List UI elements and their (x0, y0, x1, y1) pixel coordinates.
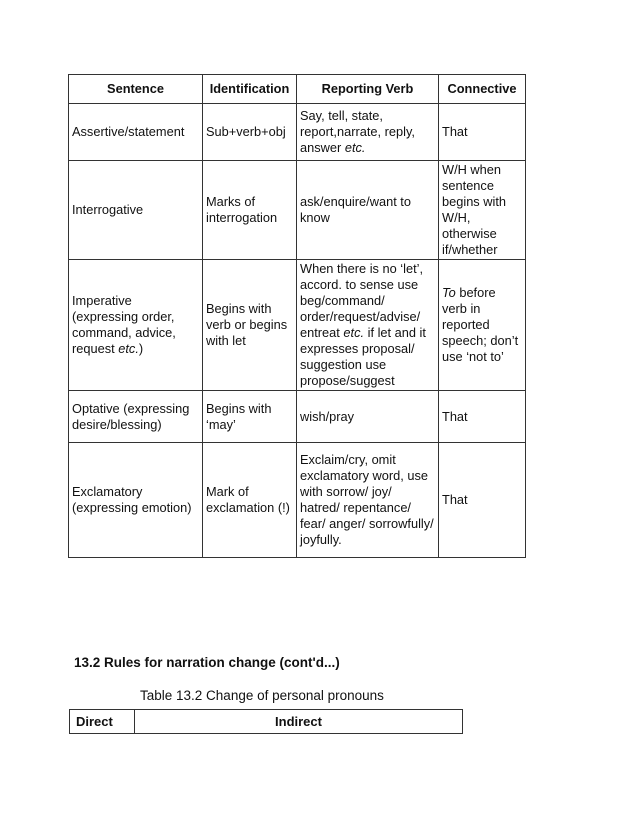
header-identification: Identification (203, 75, 297, 104)
cell-connective: That (439, 443, 526, 558)
cell-identification: Mark of exclamation (!) (203, 443, 297, 558)
header-indirect: Indirect (135, 710, 463, 734)
table-caption: Table 13.2 Change of personal pronouns (140, 688, 384, 703)
header-sentence: Sentence (69, 75, 203, 104)
cell-sentence: Optative (expressing desire/blessing) (69, 391, 203, 443)
table-row (69, 161, 526, 260)
cell-emphasis: etc. (343, 325, 365, 340)
cell-reporting-verb: Exclaim/cry, omit exclamatory word, use with sorrow/ joy/ hatred/ repentance/ fear/ anger/ sorrowfully/ joyfully. (297, 443, 439, 558)
section-heading: 13.2 Rules for narration change (cont'd...) (74, 655, 340, 670)
cell-text: When there is no ‘let’, accord. to sense use beg/command/ order/request/advise/ entreat (300, 261, 424, 340)
cell-sentence (69, 260, 203, 391)
cell-connective (439, 260, 526, 391)
pronoun-table (69, 709, 463, 734)
cell-reporting-verb (297, 260, 439, 391)
cell-connective: W/H when sentence begins with W/H, otherwise if/whether (439, 161, 526, 260)
cell-reporting-verb: ask/enquire/want to know (297, 161, 439, 260)
cell-sentence: Interrogative (69, 161, 203, 260)
cell-identification: Begins with verb or begins with let (203, 260, 297, 391)
cell-reporting-verb: wish/pray (297, 391, 439, 443)
cell-identification: Marks of interrogation (203, 161, 297, 260)
table-header-row (70, 710, 463, 734)
cell-text: ) (138, 341, 144, 356)
cell-reporting-verb (297, 104, 439, 161)
cell-sentence: Assertive/statement (69, 104, 203, 161)
header-reporting-verb: Reporting Verb (297, 75, 439, 104)
cell-identification: Begins with ‘may’ (203, 391, 297, 443)
cell-emphasis: etc. (344, 140, 366, 155)
table-row (69, 391, 526, 443)
cell-identification: Sub+verb+obj (203, 104, 297, 161)
cell-text: Say, tell, state, report,narrate, reply, answer (300, 108, 415, 155)
sentence-types-table (68, 74, 526, 558)
table-header-row (69, 75, 526, 104)
table-row (69, 443, 526, 558)
header-direct: Direct (70, 710, 135, 734)
cell-emphasis: etc. (118, 341, 139, 356)
table-row (69, 260, 526, 391)
header-connective: Connective (439, 75, 526, 104)
cell-text: before verb in reported speech; don’t use ‘not to’ (442, 285, 519, 364)
cell-connective: That (439, 104, 526, 161)
cell-text: if let and it expresses proposal/ suggestion use propose/suggest (300, 325, 426, 388)
cell-sentence: Exclamatory (expressing emotion) (69, 443, 203, 558)
cell-text: Imperative (expressing order, command, advice, request (72, 293, 176, 356)
table-row (69, 104, 526, 161)
cell-emphasis: To (442, 285, 456, 300)
cell-connective: That (439, 391, 526, 443)
